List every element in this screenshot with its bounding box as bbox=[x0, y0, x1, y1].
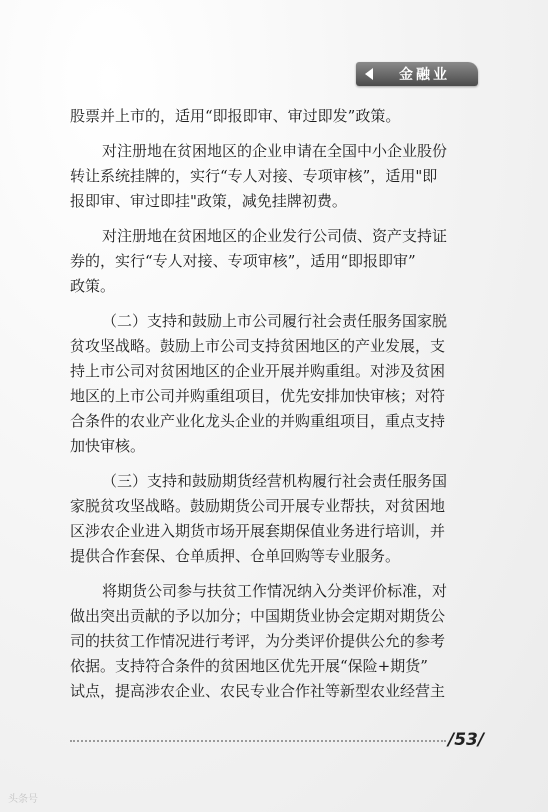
text-line: 试点，提高涉农企业、农民专业合作社等新型农业经营主 bbox=[70, 682, 446, 700]
text-line: 对注册地在贫困地区的企业发行公司债、资产支持证 bbox=[102, 227, 448, 245]
text-line: 司的扶贫工作情况进行考评，为分类评价提供公允的参考 bbox=[70, 632, 446, 650]
text-line: 将期货公司参与扶贫工作情况纳入分类评价标准，对 bbox=[102, 582, 448, 600]
text-line: 转让系统挂牌的，实行“专人对接、专项审核”，适用"即 bbox=[70, 167, 438, 185]
page-body bbox=[70, 104, 482, 704]
text-line: 合条件的农业产业化龙头企业的并购重组项目，重点支持 bbox=[70, 412, 446, 430]
text-line: 提供合作套保、仓单质押、仓单回购等专业服务。 bbox=[70, 547, 401, 565]
text-line: 区涉农企业进入期货市场开展套期保值业务进行培训，并 bbox=[70, 522, 446, 540]
section-label: 金融业 bbox=[399, 67, 450, 83]
text-line: 持上市公司对贫困地区的企业开展并购重组。对涉及贫困 bbox=[70, 362, 446, 380]
text-line: 依据。支持符合条件的贫困地区优先开展“保险+期货” bbox=[70, 657, 428, 675]
text-line: 家脱贫攻坚战略。鼓励期货公司开展专业帮扶，对贫困地 bbox=[70, 497, 446, 515]
text-line: 对注册地在贫困地区的企业申请在全国中小企业股份 bbox=[102, 142, 448, 160]
page-number: /53/ bbox=[448, 730, 485, 750]
text-line: 股票并上市的，适用“即报即审、审过即发”政策。 bbox=[70, 107, 401, 125]
footer-rule bbox=[70, 740, 446, 742]
text-line: （三）支持和鼓励期货经营机构履行社会责任服务国 bbox=[102, 472, 448, 490]
text-line: （二）支持和鼓励上市公司履行社会责任服务国家脱 bbox=[102, 312, 448, 330]
text-line: 做出突出贡献的予以加分；中国期货业协会定期对期货公 bbox=[70, 607, 446, 625]
text-line: 地区的上市公司并购重组项目，优先安排加快审核；对符 bbox=[70, 387, 446, 405]
text-line: 贫攻坚战略。鼓励上市公司支持贫困地区的产业发展，支 bbox=[70, 337, 446, 355]
section-tab bbox=[356, 62, 478, 86]
text-line: 报即审、审过即挂"政策，减免挂牌初费。 bbox=[70, 192, 347, 210]
text-line: 政策。 bbox=[70, 277, 116, 295]
watermark: 头条号 bbox=[8, 794, 38, 805]
text-line: 券的，实行“专人对接、专项审核”，适用“即报即审” bbox=[70, 252, 416, 270]
left-arrow-icon bbox=[365, 68, 373, 80]
text-line: 加快审核。 bbox=[70, 437, 146, 455]
